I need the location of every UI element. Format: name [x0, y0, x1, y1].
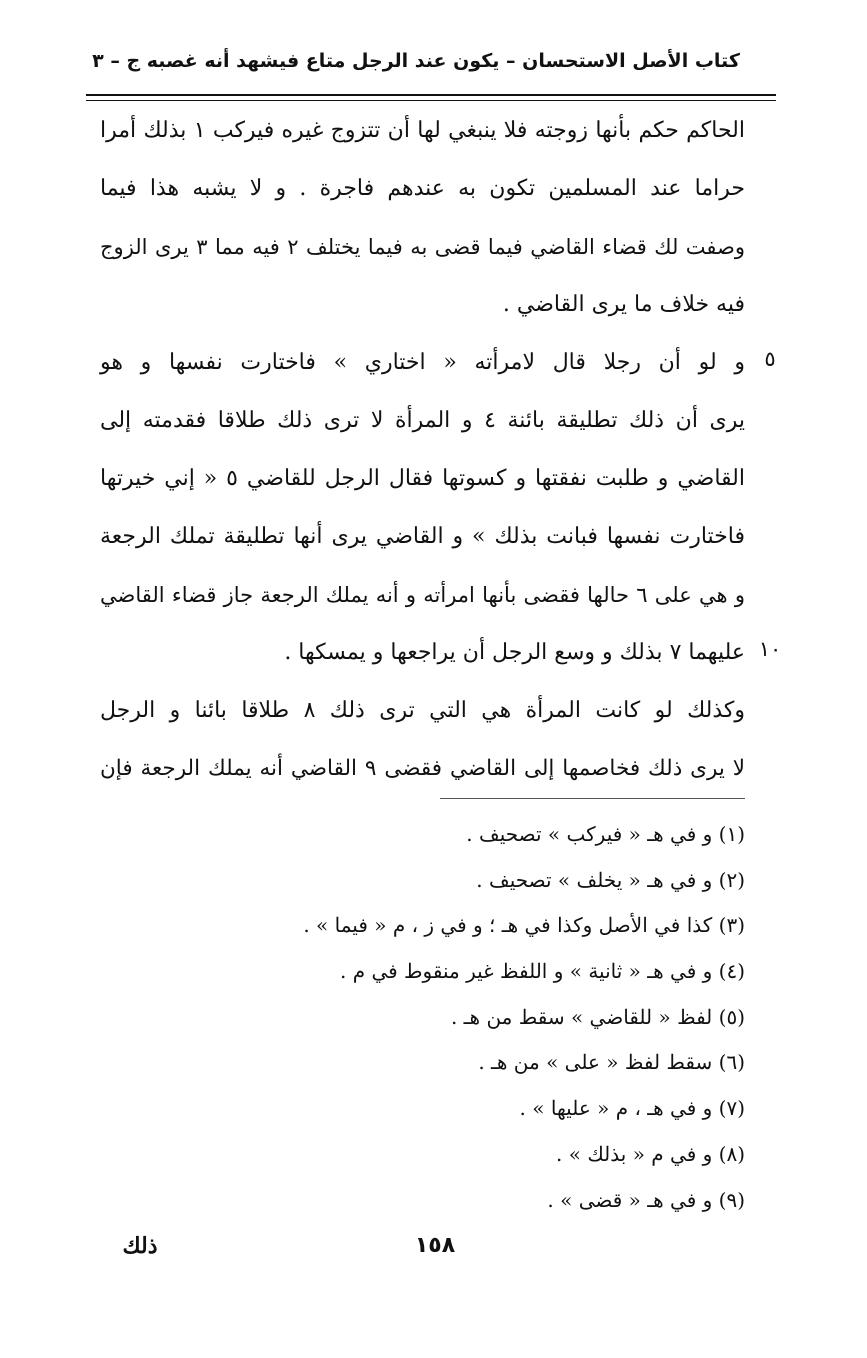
running-header: كتاب الأصل الاستحسان – يكون عند الرجل متاع فيشهد أنه غصبه ج – ٣	[92, 50, 740, 72]
text-line-10: عليهما ٧ بذلك و وسع الرجل أن يراجعها و يمسكها .	[284, 640, 745, 665]
text-line-5: و لو أن رجلا قال لامرأته « اختاري » فاختارت نفسها و هو	[100, 350, 745, 375]
main-text	[100, 102, 745, 798]
text-line-9: و هي على ٦ حالها فقضى بأنها امرأته و أنه يملك الرجعة جاز قضاء القاضي	[100, 583, 745, 607]
margin-line-number-5: ٥	[764, 347, 776, 371]
footnote-7: (٧) و في هـ ، م « عليها » .	[519, 1096, 745, 1121]
footnote-8: (٨) و في م « بذلك » .	[556, 1141, 745, 1166]
footnotes	[200, 812, 745, 1223]
footnote-5: (٥) لفظ « للقاضي » سقط من هـ .	[450, 1004, 745, 1029]
footnote-1: (١) و في هـ « فيركب » تصحيف .	[466, 822, 745, 846]
text-line-8: فاختارت نفسها فبانت بذلك » و القاضي يرى أنها تطليقة تملك الرجعة	[100, 524, 745, 549]
footnote-separator	[440, 798, 745, 799]
text-line-6: يرى أن ذلك تطليقة بائنة ٤ و المرأة لا ترى ذلك طلاقا فقدمته إلى	[100, 408, 746, 433]
footnote-6: (٦) سقط لفظ « على » من هـ .	[478, 1050, 745, 1075]
text-line-12: لا يرى ذلك فخاصمها إلى القاضي فقضى ٩ القاضي أنه يملك الرجعة فإن	[100, 756, 745, 781]
text-line-11: وكذلك لو كانت المرأة هي التي ترى ذلك ٨ طلاقا بائنا و الرجل	[100, 698, 745, 723]
text-line-7: القاضي و طلبت نفقتها و كسوتها فقال الرجل للقاضي ٥ « إني خيرتها	[100, 466, 745, 491]
text-line-1: الحاكم حكم بأنها زوجته فلا ينبغي لها أن تتزوج غيره فيركب ١ بذلك أمرا	[100, 118, 745, 143]
text-line-3: وصفت لك قضاء القاضي فيما قضى به فيما يختلف ٢ فيه مما ٣ يرى الزوج	[100, 235, 745, 259]
footnote-9: (٩) و في هـ « قضى » .	[547, 1187, 745, 1212]
header-rule-thick	[86, 94, 776, 96]
text-line-4: فيه خلاف ما يرى القاضي .	[502, 292, 745, 317]
page-number: ١٥٨	[414, 1233, 456, 1258]
text-line-2: حراما عند المسلمين تكون به عندهم فاجرة . و لا يشبه هذا فيما	[100, 176, 745, 201]
footnote-4: (٤) و في هـ « ثانية » و اللفظ غير منقوط في م .	[340, 959, 745, 984]
catchword: ذلك	[122, 1233, 158, 1259]
header-rule-thin	[86, 100, 776, 101]
footnote-2: (٢) و في هـ « يخلف » تصحيف .	[476, 867, 745, 892]
footnote-3: (٣) كذا في الأصل وكذا في هـ ؛ و في ز ، م « فيما » .	[303, 913, 745, 938]
margin-line-number-10: ١٠	[758, 637, 782, 661]
